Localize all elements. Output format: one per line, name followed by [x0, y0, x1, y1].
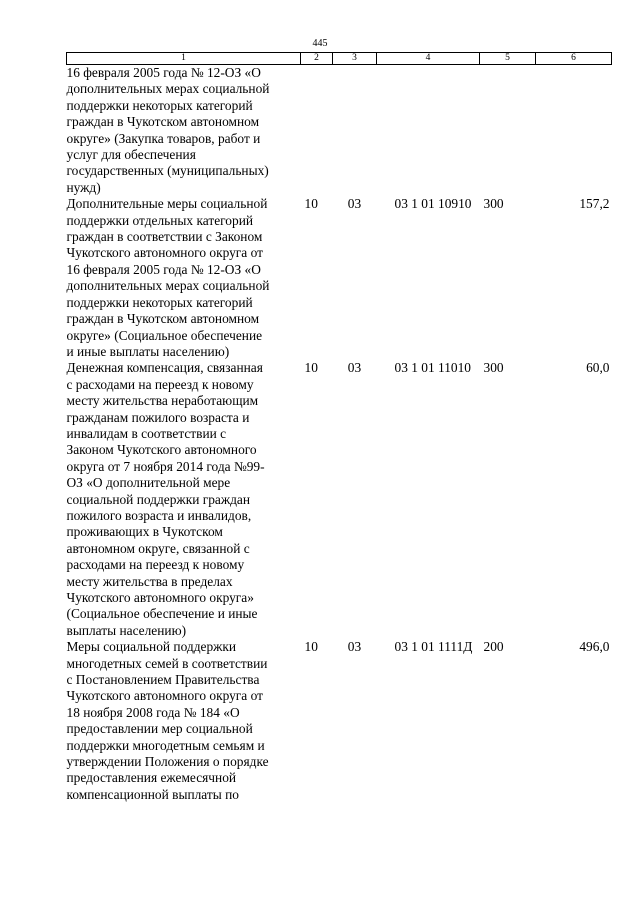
column-header-1: 1 [67, 53, 301, 65]
expense-name-line: поддержки некоторых категорий [66, 294, 253, 310]
section-code: 10 [304, 196, 318, 212]
expense-name-line: социальной поддержки граждан [66, 491, 251, 507]
expense-name-line: 16 февраля 2005 года № 12-ОЗ «О [66, 65, 261, 80]
table-row [67, 360, 612, 639]
expense-name-line: с Постановлением Правительства [66, 672, 260, 688]
column-header-3: 3 [333, 53, 377, 65]
expense-name-line: гражданам пожилого возраста и [66, 409, 250, 425]
expense-name-line: граждан в Чукотском автономном [66, 114, 260, 130]
expense-name-line: граждан в соответствии с Законом [66, 229, 263, 245]
subsection-code [333, 65, 377, 197]
expense-name-line: проживающих в Чукотском [66, 524, 223, 540]
expense-name-line: Чукотского автономного округа от [66, 245, 263, 261]
expense-name-line: выплаты населению) [66, 622, 187, 638]
expense-name-line: и иные выплаты населению) [66, 343, 230, 359]
expense-name-line: граждан в Чукотском автономном [66, 311, 260, 327]
expense-name-line: утверждении Положения о порядке [66, 754, 269, 770]
subsection-code: 03 [347, 196, 362, 212]
expense-name-line: 16 февраля 2005 года № 12-ОЗ «О [66, 261, 261, 277]
expense-name-line: предоставлении мер социальной [66, 721, 253, 737]
expense-name-line: расходами на переезд к новому [66, 557, 245, 573]
expense-name-line: поддержки некоторых категорий [66, 97, 253, 113]
expense-name-line: Денежная компенсация, связанная [66, 360, 263, 376]
expense-name-line: нужд) [66, 179, 101, 195]
table-row [67, 65, 612, 197]
expense-name-line: поддержки отдельных категорий [66, 212, 254, 228]
column-header-6: 6 [536, 53, 612, 65]
expense-name-line: автономном округе, связанной с [66, 540, 250, 556]
target-article-code [377, 65, 480, 197]
expense-name-line: многодетных семей в соответствии [66, 655, 268, 671]
expense-name-line: округе» (Социальное обеспечение [66, 327, 263, 343]
expense-name-cell [67, 196, 301, 360]
expense-name-line: округе» (Закупка товаров, работ и [66, 130, 261, 146]
table-row [67, 196, 612, 360]
expense-name-line: месту жительства неработающим [66, 393, 259, 409]
section-code: 10 [304, 360, 318, 376]
subsection-code: 03 [347, 639, 362, 655]
expense-name-cell [67, 65, 301, 197]
expense-name-line: услуг для обеспечения [66, 147, 196, 163]
expense-name-line: с расходами на переезд к новому [66, 376, 254, 392]
expense-name-line: Чукотского автономного округа от [66, 688, 263, 704]
expense-name-line: месту жительства в пределах [66, 573, 233, 589]
column-header-4: 4 [377, 53, 480, 65]
expense-name-line: 18 ноября 2008 года № 184 «О [66, 704, 240, 720]
expense-name-line: округа от 7 ноября 2014 года №99- [66, 458, 265, 474]
expense-type-code: 300 [483, 360, 504, 376]
expense-name-line: ОЗ «О дополнительной мере [66, 475, 231, 491]
budget-table [66, 52, 612, 803]
amount-value [536, 65, 612, 197]
target-article-code: 03 1 01 1111Д [394, 639, 473, 655]
expense-name-line: (Социальное обеспечение и иные [66, 606, 258, 622]
table-header-row [67, 53, 612, 65]
expense-name-cell [67, 360, 301, 639]
expense-name-line: Меры социальной поддержки [66, 639, 237, 655]
expense-type-code: 300 [483, 196, 504, 212]
expense-name-line: Дополнительные меры социальной [66, 196, 268, 212]
column-header-2: 2 [301, 53, 333, 65]
page-number: 445 [312, 38, 328, 49]
expense-name-line: предоставления ежемесячной [66, 770, 237, 786]
amount-value: 157,2 [579, 196, 610, 212]
table-body [67, 65, 612, 804]
expense-type-code: 200 [483, 639, 504, 655]
expense-name-line: поддержки многодетным семьям и [66, 737, 265, 753]
target-article-code: 03 1 01 10910 [394, 196, 472, 212]
expense-name-line: Чукотского автономного округа» [66, 590, 254, 605]
expense-name-line: компенсационной выплаты по [66, 786, 239, 802]
section-code [301, 65, 333, 197]
section-code: 10 [304, 639, 318, 655]
expense-name-line: дополнительных мерах социальной [66, 81, 270, 97]
expense-name-line: пожилого возраста и инвалидов, [66, 507, 252, 523]
table-row [67, 639, 612, 803]
column-header-5: 5 [480, 53, 536, 65]
expense-type-code [480, 65, 536, 197]
target-article-code: 03 1 01 11010 [394, 360, 471, 376]
subsection-code: 03 [347, 360, 362, 376]
expense-name-line: дополнительных мерах социальной [66, 278, 270, 294]
expense-name-line: Законом Чукотского автономного [66, 442, 257, 458]
expense-name-line: государственных (муниципальных) [66, 163, 269, 179]
expense-name-line: инвалидам в соответствии с [66, 425, 227, 441]
amount-value: 60,0 [586, 360, 610, 376]
amount-value: 496,0 [579, 639, 610, 655]
expense-name-cell [67, 639, 301, 803]
